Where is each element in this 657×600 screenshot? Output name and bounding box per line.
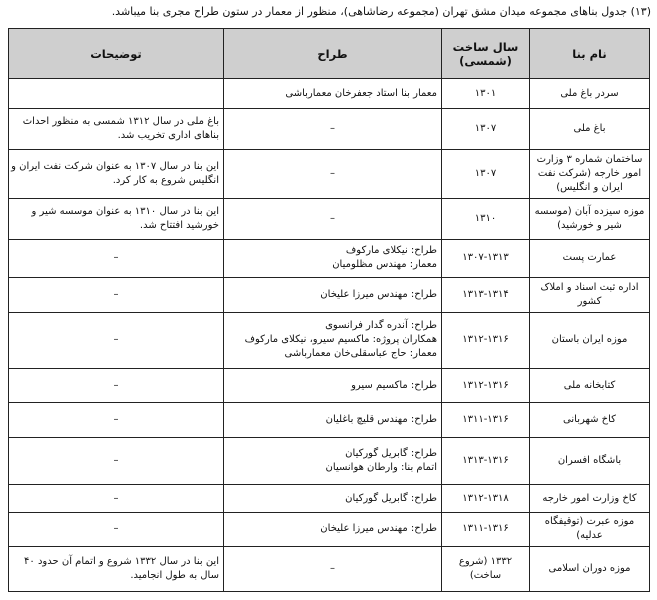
designer-line: طراح: آندره گدار فرانسوی: [325, 320, 437, 332]
building-name-cell: کتابخانه ملی: [530, 368, 650, 402]
notes-cell: [9, 403, 224, 437]
designer-line: همکاران پروژه: ماکسیم سیرو، نیکلای مارکوف: [244, 334, 437, 346]
table-row: [9, 513, 650, 546]
table-caption: (۱۳) جدول بناهای مجموعه میدان مشق تهران (مجموعه رضاشاهی)، منظور از معمار در ستون طراح مجری بنا میباشد.: [111, 5, 651, 18]
notes-line: –: [113, 379, 119, 391]
year-cell: ۱۳۱۲-۱۳۱۶: [442, 312, 530, 368]
notes-cell: [9, 368, 224, 402]
table-row: [9, 198, 650, 239]
table-row: [9, 239, 650, 278]
building-name-cell: باغ ملی: [530, 109, 650, 150]
buildings-table: [8, 28, 650, 592]
notes-line: –: [113, 252, 119, 264]
designer-cell: [224, 513, 442, 546]
notes-line: باغ ملی در سال ۱۳۱۲ شمسی به منظور احداث: [22, 116, 219, 128]
designer-cell: [224, 437, 442, 484]
notes-line: این بنا در سال ۱۳۱۰ به عنوان موسسه شیر و: [31, 205, 219, 217]
building-name-cell: عمارت پست: [530, 239, 650, 278]
designer-line: –: [330, 562, 335, 574]
header-notes: توضیحات: [9, 29, 224, 79]
designer-line: طراح: مهندس میرزا علیخان: [320, 523, 437, 535]
year-cell: ۱۳۰۷-۱۳۱۳: [442, 239, 530, 278]
designer-cell: [224, 403, 442, 437]
building-name-cell: موزه سیزده آبان (موسسه شیر و خورشید): [530, 198, 650, 239]
notes-cell: [9, 198, 224, 239]
notes-cell: [9, 150, 224, 198]
notes-line: –: [113, 492, 119, 504]
notes-cell: [9, 513, 224, 546]
building-name-cell: کاخ وزارت امور خارجه: [530, 485, 650, 513]
table-row: [9, 368, 650, 402]
table-row: [9, 109, 650, 150]
building-name-cell: اداره ثبت اسناد و املاک کشور: [530, 278, 650, 312]
building-name-cell: کاخ شهربانی: [530, 403, 650, 437]
notes-line: –: [113, 455, 119, 467]
table-body: [9, 79, 650, 592]
notes-line: سال به طول انجامید.: [130, 569, 219, 581]
notes-cell: [9, 109, 224, 150]
header-designer: طراح: [224, 29, 442, 79]
table-row: [9, 403, 650, 437]
notes-line: –: [113, 523, 119, 535]
notes-cell: [9, 312, 224, 368]
notes-line: بناهای اداری تخریب شد.: [117, 130, 219, 142]
notes-line: خورشید افتتاح شد.: [139, 219, 219, 231]
header-year: سال ساخت (شمسی): [442, 29, 530, 79]
designer-cell: [224, 546, 442, 591]
notes-line: این بنا در سال ۱۳۰۷ به عنوان شرکت نفت ایران و: [11, 160, 219, 172]
building-name-cell: موزه عبرت (توقیفگاه عدلیه): [530, 513, 650, 546]
header-name: نام بنا: [530, 29, 650, 79]
notes-cell: [9, 79, 224, 109]
building-name-cell: موزه ایران باستان: [530, 312, 650, 368]
year-cell: ۱۳۱۱-۱۳۱۶: [442, 513, 530, 546]
year-cell: ۱۳۱۳-۱۳۱۴: [442, 278, 530, 312]
notes-line: –: [113, 334, 119, 346]
year-cell: ۱۳۱۲-۱۳۱۶: [442, 368, 530, 402]
designer-cell: [224, 79, 442, 109]
year-cell: ۱۳۰۷: [442, 150, 530, 198]
designer-line: معمار بنا استاد جعفرخان معمارباشی: [285, 87, 437, 99]
designer-line: –: [330, 123, 335, 135]
designer-line: –: [330, 212, 335, 224]
designer-cell: [224, 278, 442, 312]
header-row: [9, 29, 650, 79]
notes-cell: [9, 485, 224, 513]
table-row: [9, 437, 650, 484]
building-name-cell: موزه دوران اسلامی: [530, 546, 650, 591]
table-row: [9, 278, 650, 312]
notes-cell: [9, 546, 224, 591]
designer-cell: [224, 109, 442, 150]
designer-cell: [224, 312, 442, 368]
building-name-cell: باشگاه افسران: [530, 437, 650, 484]
notes-cell: [9, 239, 224, 278]
designer-line: طراح: نیکلای مارکوف: [345, 245, 437, 257]
building-name-cell: سردر باغ ملی: [530, 79, 650, 109]
designer-line: طراح: مهندس قلیچ باغلیان: [325, 414, 437, 426]
designer-line: –: [330, 167, 335, 179]
year-cell: ۱۳۱۲-۱۳۱۸: [442, 485, 530, 513]
year-cell: ۱۳۱۱-۱۳۱۶: [442, 403, 530, 437]
notes-line: –: [113, 414, 119, 426]
year-cell: ۱۳۱۰: [442, 198, 530, 239]
year-cell: ۱۳۱۳-۱۳۱۶: [442, 437, 530, 484]
designer-line: طراح: ماکسیم سیرو: [351, 379, 437, 391]
designer-cell: [224, 368, 442, 402]
table-row: [9, 546, 650, 591]
designer-line: معمار: حاج عباسقلی‌خان معمارباشی: [284, 348, 437, 360]
designer-line: معمار: مهندس مظلومیان: [332, 259, 437, 271]
designer-line: طراح: گابریل گورکیان: [345, 448, 437, 460]
table-row: [9, 79, 650, 109]
designer-line: طراح: گابریل گورکیان: [345, 492, 437, 504]
table-row: [9, 150, 650, 198]
designer-cell: [224, 239, 442, 278]
building-name-cell: ساختمان شماره ۳ وزارت امور خارجه (شرکت نفت ایران و انگلیس): [530, 150, 650, 198]
table-row: [9, 485, 650, 513]
year-cell: ۱۳۳۲ (شروع ساخت): [442, 546, 530, 591]
year-cell: ۱۳۰۷: [442, 109, 530, 150]
notes-line: انگلیس شروع به کار کرد.: [112, 174, 219, 186]
notes-cell: [9, 437, 224, 484]
table-row: [9, 312, 650, 368]
designer-line: طراح: مهندس میرزا علیخان: [320, 289, 437, 301]
designer-cell: [224, 485, 442, 513]
notes-line: –: [113, 289, 119, 301]
designer-cell: [224, 150, 442, 198]
notes-cell: [9, 278, 224, 312]
notes-line: این بنا در سال ۱۳۳۲ شروع و اتمام آن حدود ۴۰: [24, 555, 219, 567]
designer-line: اتمام بنا: وارطان هوانسیان: [325, 462, 437, 474]
designer-cell: [224, 198, 442, 239]
year-cell: ۱۳۰۱: [442, 79, 530, 109]
